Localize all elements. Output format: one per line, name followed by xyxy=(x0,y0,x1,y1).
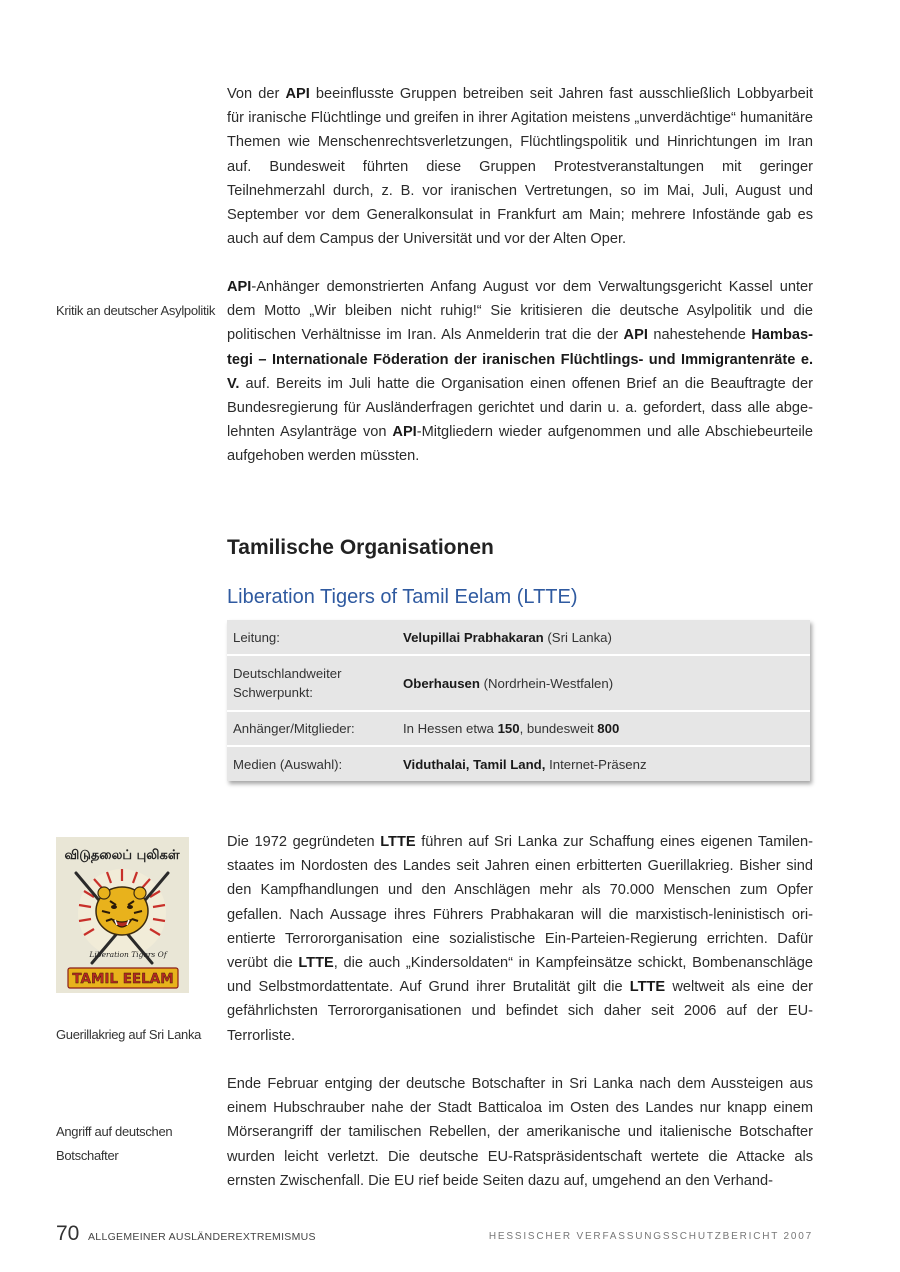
paragraph-ltte-guerillakrieg xyxy=(227,830,813,1048)
footer-report-title: HESSISCHER VERFASSUNGSSCHUTZBERICHT 2007 xyxy=(488,1231,813,1242)
bold-term: Velupillai Prabhakaran xyxy=(403,629,544,645)
text-run: (Sri Lanka) xyxy=(543,629,612,645)
bold-term: Hambastegi – Internationale Föderation der iranischen Flüchtlings- und Immigrantenräte e. V. xyxy=(227,327,814,392)
text-run: -Mitgliedern wieder aufgenommen und alle Abschiebeurteile aufgehoben werden müssten. xyxy=(227,424,813,465)
table-label: Medien (Auswahl): xyxy=(227,746,397,781)
table-row xyxy=(227,746,810,781)
table-value xyxy=(397,746,810,781)
logo-center-text: Liberation Tigers Of xyxy=(89,950,167,959)
table-label: Deutschlandweiter Schwerpunkt: xyxy=(227,655,397,711)
logo-top-text: விடுதலைப் புலிகள் xyxy=(64,848,180,863)
section-heading: Tamilische Organisationen xyxy=(227,536,494,559)
ltte-logo-image xyxy=(56,837,189,993)
bold-term: API xyxy=(392,424,417,441)
bold-term: LTTE xyxy=(380,834,416,850)
bold-term: LTTE xyxy=(298,955,334,972)
text-run: -Anhänger demonstrierten Anfang August vor dem Verwaltungsgericht Kassel unter dem Motto „Wir bleiben nicht ruhig!“ Sie kritisieren die deutsche Asylpolitik und die politischen Verhältnisse im Iran. Als Anmelderin trat die der xyxy=(227,279,813,344)
margin-note-guerillakrieg: Guerillakrieg auf Sri Lanka xyxy=(56,1027,202,1042)
organization-info-table xyxy=(227,620,810,781)
bold-term: API xyxy=(227,279,252,295)
paragraph-botschafter-angriff: Ende Februar entging der deutsche Botschafter in Sri Lanka nach dem Aussteigen aus einem Hubschrauber nahe der Stadt Batticaloa im Osten des Landes nur knapp einem Mörserangriff der tamilischen Rebellen, der amerikanische und italienische Botschafter wurden leicht verletzt. Die deutsche EU-Ratspräsidentschaft wertete die Attacke als ernsten Zwischenfall. Die EU rief beide Seiten dazu auf, umgehend an den Verhand- xyxy=(227,1076,813,1189)
bold-term: LTTE xyxy=(629,979,666,996)
text-run: , die auch „Kindersoldaten“ in Kampfeinsätze schickt, Bombenanschläge und Selbstmordattentate. Auf Grund ihrer Brutalität gilt die xyxy=(227,955,813,996)
logo-banner-text: TAMIL EELAM xyxy=(72,971,174,987)
table-value xyxy=(397,655,810,711)
text-run: Internet-Präsenz xyxy=(545,756,647,772)
bold-term: Oberhausen xyxy=(403,675,480,691)
text-run: führen auf Sri Lanka zur Schaffung eines eigenen Tamilenstaates im Nordosten des Landes seit Jahren einen erbitterten Guerillakrieg. Bisher sind den Kampfhandlungen und den Anschlägen mehr als 70.000 Menschen zum Opfer gefallen. Nach Aussage ihres Führers Prabhakaran will die marxistisch-leninistisch orientierte Terrororganisation eine sozialistische Ein-Parteien-Regierung errichten. Dafür verübt die xyxy=(227,834,813,972)
tiger-emblem-icon xyxy=(56,837,189,993)
bold-term: API xyxy=(285,86,310,102)
table-value xyxy=(397,620,810,655)
table-value xyxy=(397,711,810,746)
text-run: (Nordrhein-Westfalen) xyxy=(479,675,614,691)
text-run: beeinflusste Gruppen betreiben seit Jahren fast ausschließlich Lobbyarbeit für iranische Flüchtlinge und greifen in ihrer Agitation meistens „unverdächtige“ humanitäre Themen wie Menschenrechtsverletzungen, Flüchtlingspolitik und Hinrichtungen im Iran auf. Bundesweit führten diese Gruppen Protestveranstaltungen mit geringer Teilnehmerzahl durch, z. B. vor iranischen Vertretungen, so im Mai, Juli, August und September vor dem Generalkonsulat in Frankfurt am Main; mehrere Infostände gab es auch auf dem Campus der Universität und vor der Alten Oper. xyxy=(227,86,813,248)
bold-term: 150 xyxy=(497,721,520,736)
text-run: Die 1972 gegründeten xyxy=(227,834,381,850)
table-label: Leitung: xyxy=(227,620,397,655)
page-number: 70 xyxy=(56,1222,80,1245)
text-run: , bundesweit xyxy=(519,721,598,736)
text-run: weltweit als eine der gefährlichsten Terrororganisationen und befindet sich daher seit 2006 auf der EU-Terrorliste. xyxy=(227,979,813,1044)
paragraph-api-demonstration xyxy=(227,275,813,469)
table-row xyxy=(227,655,810,711)
bold-term: API xyxy=(623,327,648,344)
text-run: In Hessen etwa xyxy=(403,721,498,736)
footer-section-title: ALLGEMEINER AUSLÄNDEREXTREMISMUS xyxy=(88,1231,316,1243)
organization-heading: Liberation Tigers of Tamil Eelam (LTTE) xyxy=(227,586,578,608)
bold-term: 800 xyxy=(597,721,620,736)
margin-note-asylpolitik: Kritik an deutscher Asylpolitik xyxy=(56,303,216,318)
text-run: auf. Bereits im Juli hatte die Organisation einen offenen Brief an die Beauftragte der Bundesregierung für Ausländerfragen gerichtet und darin u. a. gefordert, dass alle abgelehnten Asylanträge von xyxy=(227,375,813,441)
text-run: nahestehende xyxy=(647,327,752,344)
table-label: Anhänger/Mitglieder: xyxy=(227,711,397,746)
text-run: Von der xyxy=(227,86,286,102)
margin-note-angriff: Angriff auf deutschen Botschafter xyxy=(56,1124,173,1163)
bold-term: Viduthalai, Tamil Land, xyxy=(403,756,546,772)
table-row xyxy=(227,620,810,655)
table-row xyxy=(227,711,810,746)
paragraph-api-lobby xyxy=(227,82,813,251)
